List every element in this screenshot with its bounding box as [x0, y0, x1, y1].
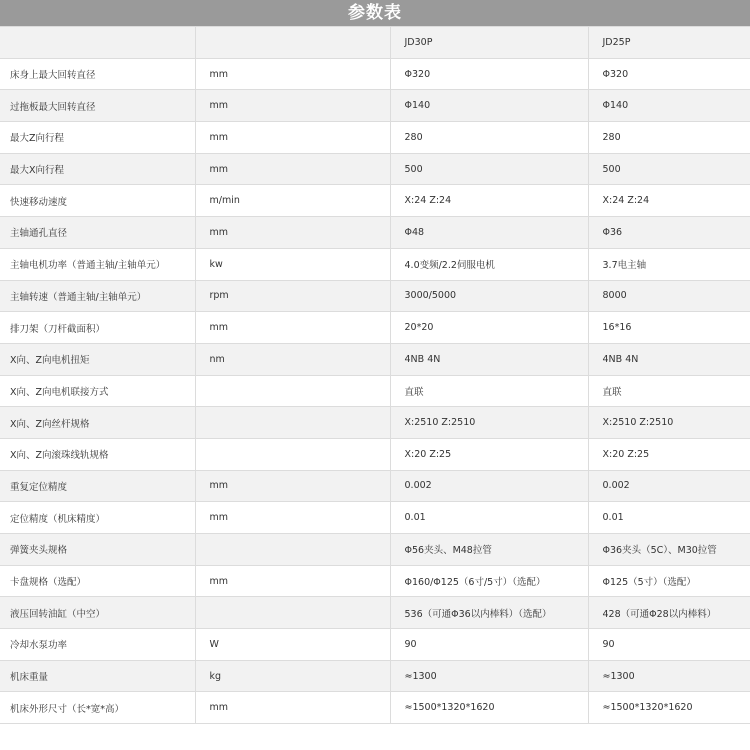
header-cell-jd25p: JD25P	[588, 27, 750, 59]
table-row	[0, 597, 750, 629]
table-row	[0, 502, 750, 534]
param-jd25p-cell: Φ125（5寸）（选配）	[588, 565, 750, 597]
table-row	[0, 660, 750, 692]
param-unit-cell: m/min	[195, 185, 390, 217]
table-row	[0, 534, 750, 566]
param-unit-cell	[195, 597, 390, 629]
param-name-cell: 定位精度（机床精度）	[0, 502, 195, 534]
param-jd30p-cell: 536（可通Φ36以内棒料）（选配）	[390, 597, 588, 629]
param-name-cell: 机床重量	[0, 660, 195, 692]
param-name-cell: X向、Z向丝杆规格	[0, 407, 195, 439]
param-jd30p-cell: Φ56夹头、M48拉管	[390, 534, 588, 566]
table-row	[0, 438, 750, 470]
table-row	[0, 58, 750, 90]
param-jd25p-cell: 8000	[588, 280, 750, 312]
param-name-cell: 主轴转速（普通主轴/主轴单元）	[0, 280, 195, 312]
param-jd30p-cell: Φ320	[390, 58, 588, 90]
param-jd25p-cell: 428（可通Φ28以内棒料）	[588, 597, 750, 629]
table-row	[0, 153, 750, 185]
param-name-cell: 最大X向行程	[0, 153, 195, 185]
header-cell-unit	[195, 27, 390, 59]
param-name-cell: 最大Z向行程	[0, 122, 195, 154]
param-jd25p-cell: Φ36	[588, 217, 750, 249]
param-name-cell: 主轴通孔直径	[0, 217, 195, 249]
param-jd30p-cell: Φ48	[390, 217, 588, 249]
param-unit-cell	[195, 534, 390, 566]
param-name-cell: X向、Z向滚珠线轨规格	[0, 438, 195, 470]
param-jd25p-cell: Φ320	[588, 58, 750, 90]
param-jd30p-cell: 280	[390, 122, 588, 154]
param-jd30p-cell: ≈1500*1320*1620	[390, 692, 588, 724]
param-jd30p-cell: 20*20	[390, 312, 588, 344]
param-jd25p-cell: ≈1500*1320*1620	[588, 692, 750, 724]
param-unit-cell: mm	[195, 470, 390, 502]
param-jd30p-cell: 3000/5000	[390, 280, 588, 312]
param-unit-cell: mm	[195, 692, 390, 724]
param-name-cell: X向、Z向电机扭矩	[0, 343, 195, 375]
parameter-table	[0, 26, 750, 724]
param-jd30p-cell: 4NB 4N	[390, 343, 588, 375]
table-row	[0, 248, 750, 280]
param-jd30p-cell: 90	[390, 629, 588, 661]
param-name-cell: 机床外形尺寸（长*宽*高）	[0, 692, 195, 724]
param-jd25p-cell: 90	[588, 629, 750, 661]
param-name-cell: 弹簧夹头规格	[0, 534, 195, 566]
header-cell-name	[0, 27, 195, 59]
param-jd30p-cell: X:2510 Z:2510	[390, 407, 588, 439]
param-unit-cell: mm	[195, 90, 390, 122]
param-name-cell: 重复定位精度	[0, 470, 195, 502]
param-unit-cell: mm	[195, 502, 390, 534]
param-jd30p-cell: X:24 Z:24	[390, 185, 588, 217]
param-jd25p-cell: 500	[588, 153, 750, 185]
table-row	[0, 692, 750, 724]
param-unit-cell: rpm	[195, 280, 390, 312]
param-unit-cell: kw	[195, 248, 390, 280]
param-jd25p-cell: 0.01	[588, 502, 750, 534]
param-jd25p-cell: 直联	[588, 375, 750, 407]
param-name-cell: 排刀架（刀杆截面积）	[0, 312, 195, 344]
param-unit-cell	[195, 438, 390, 470]
table-row	[0, 185, 750, 217]
param-unit-cell: mm	[195, 58, 390, 90]
header-row	[0, 27, 750, 59]
parameter-table-body	[0, 27, 750, 724]
param-jd30p-cell: X:20 Z:25	[390, 438, 588, 470]
table-row	[0, 312, 750, 344]
param-jd25p-cell: 280	[588, 122, 750, 154]
param-jd25p-cell: ≈1300	[588, 660, 750, 692]
param-name-cell: 过拖板最大回转直径	[0, 90, 195, 122]
param-name-cell: 床身上最大回转直径	[0, 58, 195, 90]
param-jd30p-cell: 直联	[390, 375, 588, 407]
param-jd30p-cell: 0.01	[390, 502, 588, 534]
param-unit-cell: W	[195, 629, 390, 661]
table-row	[0, 470, 750, 502]
param-jd30p-cell: Φ160/Φ125（6寸/5寸）（选配）	[390, 565, 588, 597]
param-unit-cell: mm	[195, 122, 390, 154]
param-name-cell: 快速移动速度	[0, 185, 195, 217]
param-jd25p-cell: X:20 Z:25	[588, 438, 750, 470]
param-unit-cell	[195, 407, 390, 439]
param-jd30p-cell: ≈1300	[390, 660, 588, 692]
param-unit-cell: nm	[195, 343, 390, 375]
table-row	[0, 90, 750, 122]
param-jd25p-cell: X:24 Z:24	[588, 185, 750, 217]
param-name-cell: 主轴电机功率（普通主轴/主轴单元）	[0, 248, 195, 280]
param-unit-cell: kg	[195, 660, 390, 692]
param-jd25p-cell: 3.7电主轴	[588, 248, 750, 280]
param-unit-cell: mm	[195, 312, 390, 344]
param-unit-cell: mm	[195, 565, 390, 597]
table-row	[0, 629, 750, 661]
table-row	[0, 217, 750, 249]
param-name-cell: 卡盘规格（选配）	[0, 565, 195, 597]
param-jd25p-cell: 0.002	[588, 470, 750, 502]
param-unit-cell: mm	[195, 217, 390, 249]
param-jd25p-cell: 4NB 4N	[588, 343, 750, 375]
table-row	[0, 343, 750, 375]
param-jd25p-cell: Φ36夹头（5C）、M30拉管	[588, 534, 750, 566]
param-name-cell: 液压回转油缸（中空）	[0, 597, 195, 629]
table-row	[0, 407, 750, 439]
param-jd25p-cell: 16*16	[588, 312, 750, 344]
param-jd25p-cell: X:2510 Z:2510	[588, 407, 750, 439]
param-jd25p-cell: Φ140	[588, 90, 750, 122]
param-jd30p-cell: 4.0变频/2.2伺服电机	[390, 248, 588, 280]
param-name-cell: X向、Z向电机联接方式	[0, 375, 195, 407]
param-jd30p-cell: 500	[390, 153, 588, 185]
table-title: 参数表	[0, 0, 750, 26]
table-row	[0, 122, 750, 154]
param-jd30p-cell: 0.002	[390, 470, 588, 502]
header-cell-jd30p: JD30P	[390, 27, 588, 59]
param-jd30p-cell: Φ140	[390, 90, 588, 122]
param-unit-cell	[195, 375, 390, 407]
param-unit-cell: mm	[195, 153, 390, 185]
param-name-cell: 冷却水泵功率	[0, 629, 195, 661]
table-row	[0, 280, 750, 312]
table-row	[0, 565, 750, 597]
table-row	[0, 375, 750, 407]
